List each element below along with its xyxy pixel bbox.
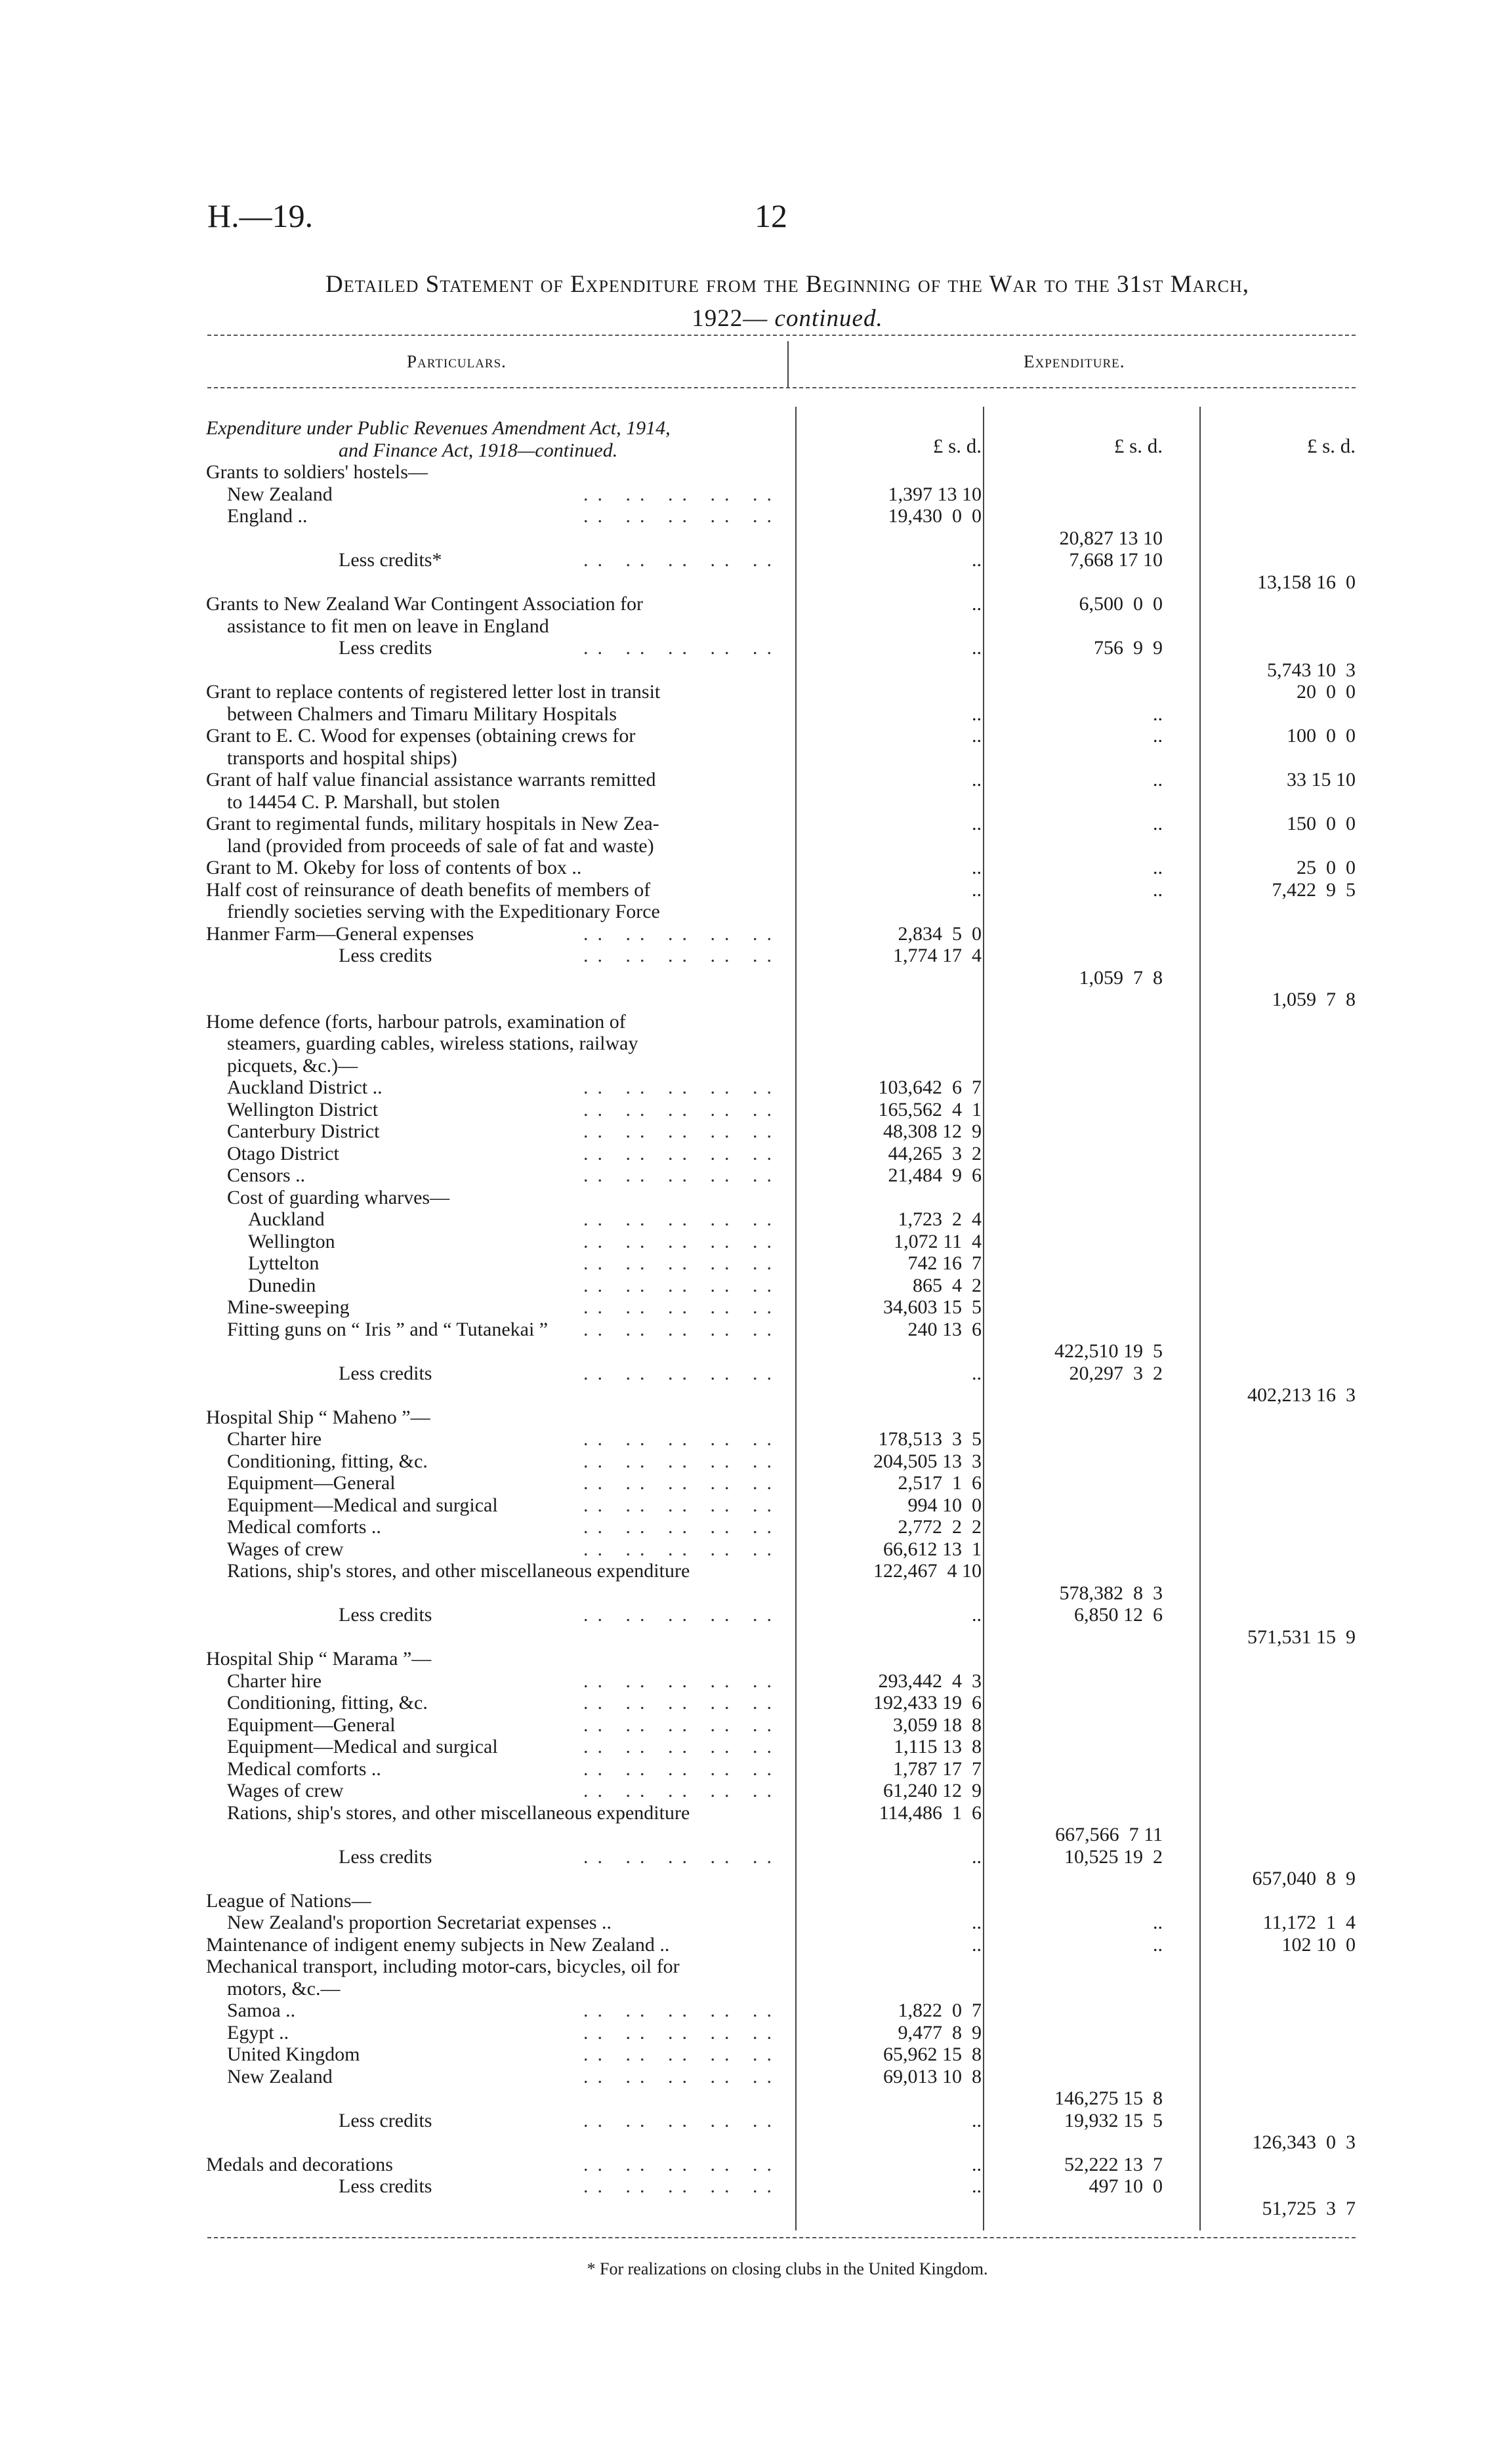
row-label: assistance to fit men on leave in England (227, 615, 549, 637)
table-row (0, 703, 1496, 726)
amount-c1: 65,962 15 8 (883, 2043, 982, 2065)
amount-c1: 44,265 3 2 (888, 1142, 982, 1164)
row-label: steamers, guarding cables, wireless stations, railway (227, 1033, 638, 1054)
amount-c1: 178,513 3 5 (878, 1428, 982, 1450)
leader-dots: .. .. .. .. .. (583, 1692, 781, 1714)
amount-c1: 48,308 12 9 (883, 1120, 982, 1142)
leader-dots: .. .. .. .. .. (583, 1428, 781, 1450)
table-row (0, 1143, 1496, 1165)
leader-dots: .. .. .. .. .. (583, 1142, 781, 1164)
row-label: Rations, ship's stores, and other miscellaneous expenditure (227, 1560, 690, 1582)
leader-dots: .. .. .. .. .. (583, 2043, 781, 2065)
amount-c1: 34,603 15 5 (883, 1296, 982, 1318)
unit-header-col3: £ s. d. (1306, 434, 1356, 457)
amount-c1: 1,774 17 4 (893, 945, 982, 966)
amount-c1: 192,433 19 6 (873, 1692, 982, 1714)
amount-c1: .. (972, 2153, 982, 2175)
header-rule (207, 387, 1356, 388)
table-row (0, 1208, 1496, 1231)
table-row (0, 1340, 1496, 1363)
amount-c1: .. (972, 1604, 982, 1626)
leader-dots: .. .. .. .. .. (583, 549, 781, 571)
leader-dots: .. .. .. .. .. (583, 2153, 781, 2175)
row-label: New Zealand (227, 483, 333, 505)
leader-dots: .. .. .. .. .. (583, 1494, 781, 1516)
row-label: Grant to M. Okeby for loss of contents of box .. (206, 857, 582, 878)
table-row (0, 461, 1496, 483)
table-row (0, 1077, 1496, 1099)
table-row (0, 901, 1496, 923)
leader-dots: .. .. .. .. .. (583, 1604, 781, 1626)
table-row (0, 1538, 1496, 1561)
leader-dots: .. .. .. .. .. (583, 2021, 781, 2043)
amount-c1: 240 13 6 (907, 1318, 982, 1340)
table-row (0, 615, 1496, 638)
amount-c2: 20,297 3 2 (1069, 1362, 1163, 1384)
table-row (0, 1978, 1496, 2000)
table-row (0, 1472, 1496, 1494)
table-row (0, 1824, 1496, 1846)
leader-dots: .. .. .. .. .. (583, 505, 781, 527)
table-row (0, 1714, 1496, 1736)
amount-c1: 1,822 0 7 (898, 2000, 982, 2021)
unit-header-col1: £ s. d. (932, 434, 982, 457)
table-row (0, 945, 1496, 967)
row-label: Expenditure under Public Revenues Amendment Act, 1914, (206, 417, 671, 439)
row-label: New Zealand's proportion Secretariat expenses .. (227, 1912, 612, 1933)
row-label: Equipment—Medical and surgical (227, 1736, 498, 1757)
amount-c1: 2,772 2 2 (898, 1516, 982, 1538)
table-row (0, 1428, 1496, 1450)
row-label: Grant of half value financial assistance warrants remitted (206, 769, 656, 791)
row-label: to 14454 C. P. Marshall, but stolen (227, 791, 500, 813)
amount-c3: 102 10 0 (1281, 1933, 1356, 1956)
leader-dots: .. .. .. .. .. (583, 1208, 781, 1230)
table-row (0, 813, 1496, 835)
table-row (0, 1231, 1496, 1253)
amount-c2: 52,222 13 7 (1064, 2153, 1163, 2175)
table-row (0, 1164, 1496, 1187)
amount-c3: 11,172 1 4 (1262, 1912, 1356, 1933)
table-row (0, 1604, 1496, 1626)
amount-c1: .. (972, 1912, 982, 1933)
table-row (0, 1252, 1496, 1275)
leader-dots: .. .. .. .. .. (583, 1120, 781, 1142)
row-label: League of Nations— (206, 1889, 371, 1912)
table-row (0, 1494, 1496, 1517)
row-label: Wellington District (227, 1098, 379, 1120)
table-row (0, 637, 1496, 659)
amount-c3: 25 0 0 (1297, 857, 1356, 878)
amount-c2: 497 10 0 (1089, 2175, 1163, 2197)
bottom-rule (207, 2237, 1356, 2238)
amount-c1: .. (972, 1845, 982, 1868)
leader-dots: .. .. .. .. .. (583, 945, 781, 966)
header-divider (787, 341, 789, 387)
amount-c1: 204,505 13 3 (873, 1450, 982, 1472)
amount-c3: 657,040 8 9 (1252, 1868, 1356, 1889)
table-row (0, 1648, 1496, 1670)
amount-c2: .. (1153, 725, 1163, 747)
amount-c1: 9,477 8 9 (898, 2021, 982, 2043)
leader-dots: .. .. .. .. .. (583, 1098, 781, 1120)
amount-c2: .. (1153, 769, 1163, 791)
unit-header-col2: £ s. d. (1113, 434, 1163, 457)
leader-dots: .. .. .. .. .. (583, 483, 781, 505)
row-label: Hospital Ship “ Maheno ”— (206, 1406, 430, 1428)
row-label: Medical comforts .. (227, 1516, 381, 1538)
amount-c2: 10,525 19 2 (1064, 1845, 1163, 1868)
amount-c2: 422,510 19 5 (1054, 1340, 1163, 1362)
amount-c1: 19,430 0 0 (888, 505, 982, 527)
leader-dots: .. .. .. .. .. (583, 922, 781, 945)
row-label: and Finance Act, 1918—continued. (339, 439, 618, 461)
row-label: Less credits (339, 1845, 432, 1868)
table-row (0, 2198, 1496, 2220)
row-label: Samoa .. (227, 2000, 296, 2021)
table-row (0, 549, 1496, 571)
row-label: picquets, &c.)— (227, 1054, 358, 1077)
row-label: Home defence (forts, harbour patrols, examination of (206, 1010, 626, 1033)
row-label: Grant to E. C. Wood for expenses (obtaining crews for (206, 725, 636, 747)
amount-c1: 66,612 13 1 (883, 1538, 982, 1560)
table-row (0, 835, 1496, 857)
table-row (0, 2131, 1496, 2154)
table-row (0, 747, 1496, 770)
row-label: Wellington (248, 1230, 335, 1252)
title-year: 1922— (692, 305, 768, 332)
table-row (0, 505, 1496, 527)
amount-c3: 7,422 9 5 (1272, 878, 1356, 901)
amount-c2: .. (1153, 1933, 1163, 1956)
amount-c2: 6,850 12 6 (1074, 1604, 1163, 1626)
row-label: England .. (227, 505, 308, 527)
row-label: Dunedin (248, 1274, 316, 1296)
table-row (0, 1626, 1496, 1649)
row-label: Conditioning, fitting, &c. (227, 1450, 428, 1472)
leader-dots: .. .. .. .. .. (583, 1362, 781, 1384)
amount-c2: 146,275 15 8 (1054, 2087, 1163, 2109)
page-number: 12 (755, 197, 787, 234)
amount-c1: .. (972, 637, 982, 659)
table-row (0, 1670, 1496, 1693)
table-row (0, 1890, 1496, 1912)
row-label: motors, &c.— (227, 1977, 341, 2000)
amount-c3: 1,059 7 8 (1272, 989, 1356, 1010)
table-row (0, 1758, 1496, 1780)
amount-c1: .. (972, 2175, 982, 2197)
amount-c2: 20,827 13 10 (1059, 527, 1163, 549)
row-label: Equipment—Medical and surgical (227, 1494, 498, 1516)
amount-c3: 5,743 10 3 (1267, 659, 1356, 681)
row-label: Equipment—General (227, 1472, 396, 1494)
table-row (0, 1120, 1496, 1143)
row-label: Less credits (339, 637, 432, 659)
row-label: Medals and decorations (206, 2153, 393, 2175)
table-row (0, 1846, 1496, 1868)
table-row (0, 2066, 1496, 2088)
row-label: friendly societies serving with the Expeditionary Force (227, 901, 660, 922)
table-row (0, 2154, 1496, 2176)
table-row (0, 2043, 1496, 2066)
amount-c1: .. (972, 2109, 982, 2131)
amount-c3: 33 15 10 (1287, 769, 1356, 791)
amount-c2: .. (1153, 703, 1163, 725)
amount-c3: 402,213 16 3 (1247, 1384, 1356, 1406)
amount-c2: 7,668 17 10 (1069, 549, 1163, 571)
amount-c1: 1,723 2 4 (898, 1208, 982, 1230)
table-row (0, 659, 1496, 682)
row-label: Grant to regimental funds, military hospitals in New Zea- (206, 813, 659, 834)
leader-dots: .. .. .. .. .. (583, 1516, 781, 1538)
amount-c1: 122,467 4 10 (873, 1560, 982, 1582)
title-line-2 (197, 302, 1378, 336)
amount-c1: 1,072 11 4 (894, 1230, 982, 1252)
table-row (0, 571, 1496, 594)
amount-c2: 756 9 9 (1094, 637, 1163, 659)
row-label: Grants to New Zealand War Contingent Association for (206, 593, 644, 615)
leader-dots: .. .. .. .. .. (583, 1538, 781, 1560)
amount-c1: 69,013 10 8 (883, 2065, 982, 2087)
table-row (0, 1275, 1496, 1297)
table-row (0, 1780, 1496, 1802)
amount-c1: .. (972, 878, 982, 901)
amount-c1: .. (972, 769, 982, 791)
row-label: Less credits (339, 945, 432, 966)
row-label: Cost of guarding wharves— (227, 1186, 450, 1208)
table-row (0, 791, 1496, 813)
amount-c3: 126,343 0 3 (1252, 2131, 1356, 2153)
amount-c2: 1,059 7 8 (1079, 966, 1163, 989)
table-row (0, 923, 1496, 945)
amount-c2: .. (1153, 1912, 1163, 1933)
amount-c1: 165,562 4 1 (878, 1098, 982, 1120)
row-label: Wages of crew (227, 1780, 344, 1801)
amount-c1: .. (972, 725, 982, 747)
amount-c1: .. (972, 813, 982, 834)
row-label: Conditioning, fitting, &c. (227, 1692, 428, 1714)
amount-c3: 150 0 0 (1287, 813, 1356, 834)
row-label: Mine-sweeping (227, 1296, 350, 1318)
table-row (0, 1516, 1496, 1538)
amount-c2: .. (1153, 857, 1163, 878)
leader-dots: .. .. .. .. .. (583, 2065, 781, 2087)
table-row (0, 1033, 1496, 1055)
amount-c1: 994 10 0 (907, 1494, 982, 1516)
row-label: Maintenance of indigent enemy subjects in New Zealand .. (206, 1933, 670, 1956)
row-label: Auckland District .. (227, 1077, 383, 1098)
row-label: Fitting guns on “ Iris ” and “ Tutanekai ” (227, 1318, 549, 1340)
row-label: Less credits (339, 1362, 432, 1384)
table-row (0, 879, 1496, 901)
table-row (0, 1187, 1496, 1209)
row-label: land (provided from proceeds of sale of fat and waste) (227, 834, 654, 857)
table-row (0, 989, 1496, 1011)
leader-dots: .. .. .. .. .. (583, 1845, 781, 1868)
table-row (0, 1407, 1496, 1429)
leader-dots: .. .. .. .. .. (583, 1274, 781, 1296)
leader-dots: .. .. .. .. .. (583, 2175, 781, 2197)
table-row (0, 440, 1496, 462)
leader-dots: .. .. .. .. .. (583, 1736, 781, 1757)
table-row (0, 1692, 1496, 1714)
row-label: Rations, ship's stores, and other miscellaneous expenditure (227, 1801, 690, 1824)
table-row (0, 2087, 1496, 2110)
table-row (0, 857, 1496, 879)
amount-c1: 742 16 7 (907, 1252, 982, 1274)
leader-dots: .. .. .. .. .. (583, 2109, 781, 2131)
row-label: Charter hire (227, 1428, 322, 1450)
page-header-ref: H.—19. (207, 197, 314, 234)
leader-dots: .. .. .. .. .. (583, 1230, 781, 1252)
table-row (0, 1582, 1496, 1605)
amount-c2: 578,382 8 3 (1059, 1582, 1163, 1604)
row-label: Lyttelton (248, 1252, 320, 1274)
row-label: transports and hospital ships) (227, 747, 457, 769)
amount-c3: 13,158 16 0 (1257, 571, 1356, 593)
table-row (0, 1055, 1496, 1077)
table-row (0, 1363, 1496, 1385)
amount-c1: 293,442 4 3 (878, 1670, 982, 1692)
table-row (0, 527, 1496, 550)
table-row (0, 417, 1496, 440)
amount-c1: 865 4 2 (913, 1274, 982, 1296)
amount-c3: 51,725 3 7 (1262, 2197, 1356, 2219)
leader-dots: .. .. .. .. .. (583, 1757, 781, 1780)
row-label: Medical comforts .. (227, 1757, 381, 1780)
table-row (0, 1934, 1496, 1956)
table-row (0, 2175, 1496, 2198)
row-label: Auckland (248, 1208, 325, 1230)
leader-dots: .. .. .. .. .. (583, 1077, 781, 1098)
table-row (0, 1956, 1496, 1978)
table-row (0, 967, 1496, 989)
amount-c1: .. (972, 1933, 982, 1956)
amount-c1: 1,787 17 7 (893, 1757, 982, 1780)
table-row (0, 1450, 1496, 1473)
table-row (0, 1099, 1496, 1121)
row-label: Censors .. (227, 1164, 306, 1186)
table-row (0, 1868, 1496, 1890)
table-row (0, 1736, 1496, 1758)
amount-c2: .. (1153, 878, 1163, 901)
table-row (0, 593, 1496, 615)
amount-c1: 61,240 12 9 (883, 1780, 982, 1801)
amount-c3: 20 0 0 (1297, 681, 1356, 703)
table-row (0, 2110, 1496, 2132)
leader-dots: .. .. .. .. .. (583, 1252, 781, 1274)
amount-c1: 103,642 6 7 (878, 1077, 982, 1098)
amount-c1: 3,059 18 8 (893, 1714, 982, 1736)
table-row (0, 681, 1496, 703)
top-rule (207, 335, 1356, 336)
leader-dots: .. .. .. .. .. (583, 1472, 781, 1494)
row-label: Less credits (339, 2109, 432, 2131)
row-label: Less credits (339, 1604, 432, 1626)
amount-c1: .. (972, 703, 982, 725)
row-label: Half cost of reinsurance of death benefits of members of (206, 878, 651, 901)
row-label: Grant to replace contents of registered letter lost in transit (206, 681, 661, 703)
table-row (0, 1384, 1496, 1407)
table-row (0, 1296, 1496, 1319)
leader-dots: .. .. .. .. .. (583, 1714, 781, 1736)
table-row (0, 2000, 1496, 2022)
leader-dots: .. .. .. .. .. (583, 1318, 781, 1340)
amount-c2: .. (1153, 813, 1163, 834)
table-row (0, 483, 1496, 506)
table-row (0, 1560, 1496, 1582)
amount-c1: 1,115 13 8 (894, 1736, 982, 1757)
leader-dots: .. .. .. .. .. (583, 1780, 781, 1801)
title-continued: continued. (774, 305, 883, 332)
row-label: New Zealand (227, 2065, 333, 2087)
leader-dots: .. .. .. .. .. (583, 637, 781, 659)
amount-c1: 114,486 1 6 (879, 1801, 982, 1824)
row-label: Less credits (339, 2175, 432, 2197)
row-label: Hospital Ship “ Marama ”— (206, 1648, 432, 1670)
row-label: Hanmer Farm—General expenses (206, 922, 474, 945)
row-label: Egypt .. (227, 2021, 289, 2043)
amount-c1: 21,484 9 6 (888, 1164, 982, 1186)
leader-dots: .. .. .. .. .. (583, 1670, 781, 1692)
table-row (0, 725, 1496, 747)
row-label: Mechanical transport, including motor-cars, bicycles, oil for (206, 1956, 680, 1977)
table-row (0, 2022, 1496, 2044)
row-label: Less credits* (339, 549, 442, 571)
amount-c2: 6,500 0 0 (1079, 593, 1163, 615)
amount-c3: 571,531 15 9 (1247, 1626, 1356, 1648)
amount-c1: 2,517 1 6 (898, 1472, 982, 1494)
table-row (0, 1011, 1496, 1033)
table-row (0, 1319, 1496, 1341)
row-label: Charter hire (227, 1670, 322, 1692)
amount-c1: .. (972, 593, 982, 615)
table-row (0, 1802, 1496, 1824)
amount-c3: 100 0 0 (1287, 725, 1356, 747)
amount-c2: 19,932 15 5 (1064, 2109, 1163, 2131)
expenditure-header: Expenditure. (1024, 352, 1125, 371)
table-row (0, 1912, 1496, 1934)
leader-dots: .. .. .. .. .. (583, 1164, 781, 1186)
row-label: Grants to soldiers' hostels— (206, 461, 428, 483)
row-label: Otago District (227, 1142, 339, 1164)
row-label: between Chalmers and Timaru Military Hospitals (227, 703, 617, 725)
footnote: * For realizations on closing clubs in the United Kingdom. (587, 2259, 988, 2278)
amount-c1: .. (972, 1362, 982, 1384)
document-title (197, 268, 1378, 336)
amount-c1: 2,834 5 0 (898, 922, 982, 945)
amount-c1: .. (972, 857, 982, 878)
leader-dots: .. .. .. .. .. (583, 2000, 781, 2021)
amount-c1: 1,397 13 10 (888, 483, 982, 505)
amount-c1: .. (972, 549, 982, 571)
row-label: Wages of crew (227, 1538, 344, 1560)
leader-dots: .. .. .. .. .. (583, 1450, 781, 1472)
title-line-1: Detailed Statement of Expenditure from the Beginning of the War to the 31st March, (325, 271, 1249, 298)
leader-dots: .. .. .. .. .. (583, 1296, 781, 1318)
row-label: Equipment—General (227, 1714, 396, 1736)
row-label: United Kingdom (227, 2043, 360, 2065)
particulars-header: Particulars. (407, 352, 507, 371)
amount-c2: 667,566 7 11 (1055, 1824, 1163, 1845)
table-row (0, 769, 1496, 791)
row-label: Canterbury District (227, 1120, 380, 1142)
